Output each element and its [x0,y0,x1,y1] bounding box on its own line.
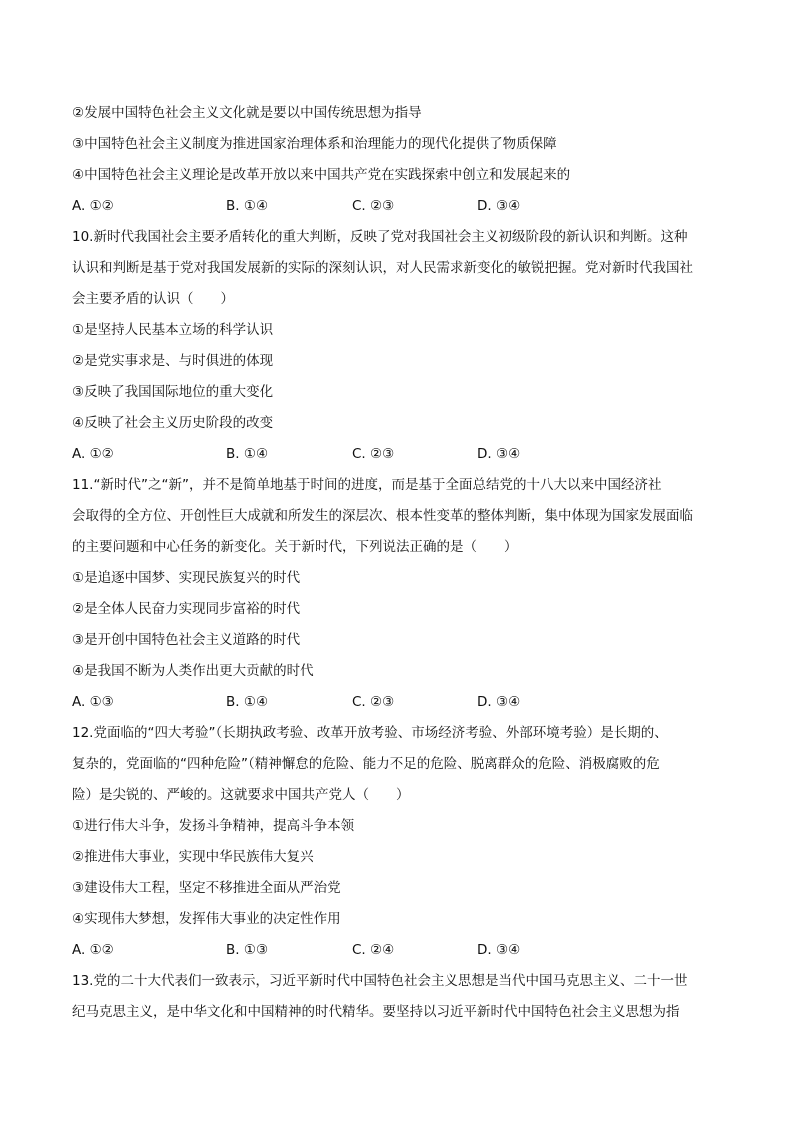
text-line: ④是我国不断为人类作出更大贡献的时代 [72,663,314,679]
answer-option-c: C. ②③ [352,446,395,462]
text-line: ②推进伟大事业，实现中华民族伟大复兴 [72,849,314,865]
text-line: 复杂的，党面临的“四种危险”（精神懈怠的危险、能力不足的危险、脱离群众的危险、消极腐败的危 [72,756,660,772]
text-line: ③中国特色社会主义制度为推进国家治理体系和治理能力的现代化提供了物质保障 [72,136,557,152]
text-line: 纪马克思主义，是中华文化和中国精神的时代精华。要坚持以习近平新时代中国特色社会主义思想为指 [72,1004,680,1020]
answer-option-d: D. ③④ [477,942,521,958]
text-line: 的主要问题和中心任务的新变化。关于新时代，下列说法正确的是（ ） [72,539,518,555]
answer-options-row [72,689,722,720]
answer-option-c: C. ②③ [352,198,395,214]
exam-page [72,100,722,1030]
answer-option-b: B. ①④ [226,694,269,710]
answer-options-row [72,937,722,968]
answer-option-a: A. ①② [72,942,114,958]
text-line: ③建设伟大工程，坚定不移推进全面从严治党 [72,880,341,896]
answer-option-c: C. ②③ [352,694,395,710]
answer-option-a: A. ①② [72,446,114,462]
answer-option-d: D. ③④ [477,694,521,710]
text-line: ④中国特色社会主义理论是改革开放以来中国共产党在实践探索中创立和发展起来的 [72,167,571,183]
text-line: ④反映了社会主义历史阶段的改变 [72,415,274,431]
text-line: 12.党面临的“四大考验”（长期执政考验、改革开放考验、市场经济考验、外部环境考验）是长期的、 [72,725,668,741]
answer-option-b: B. ①④ [226,446,269,462]
answer-option-c: C. ②④ [352,942,395,958]
answer-option-d: D. ③④ [477,198,521,214]
text-line: 险）是尖锐的、严峻的。这就要求中国共产党人（ ） [72,787,410,803]
text-line: 10.新时代我国社会主要矛盾转化的重大判断，反映了党对我国社会主义初级阶段的新认识和判断。这种 [72,229,688,245]
text-line: ①是坚持人民基本立场的科学认识 [72,322,274,338]
text-line: ②是全体人民奋力实现同步富裕的时代 [72,601,301,617]
text-line: 认识和判断是基于党对我国发展新的实际的深刻认识，对人民需求新变化的敏锐把握。党对新时代我国社 [72,260,693,276]
text-line: 会取得的全方位、开创性巨大成就和所发生的深层次、根本性变革的整体判断，集中体现为国家发展面临 [72,508,693,524]
text-line: ②发展中国特色社会主义文化就是要以中国传统思想为指导 [72,105,422,121]
text-line: ①是追逐中国梦、实现民族复兴的时代 [72,570,301,586]
answer-option-a: A. ①② [72,198,114,214]
text-line: ③反映了我国国际地位的重大变化 [72,384,274,400]
text-line: 会主要矛盾的认识（ ） [72,291,234,307]
answer-option-d: D. ③④ [477,446,521,462]
text-line: 11.“新时代”之“新”，并不是简单地基于时间的进度，而是基于全面总结党的十八大以来中国经济社 [72,477,662,493]
answer-options-row [72,193,722,224]
text-line: ③是开创中国特色社会主义道路的时代 [72,632,301,648]
answer-options-row [72,441,722,472]
answer-option-a: A. ①③ [72,694,114,710]
answer-option-b: B. ①③ [226,942,269,958]
text-line: ①进行伟大斗争，发扬斗争精神，提高斗争本领 [72,818,355,834]
text-line: ②是党实事求是、与时俱进的体现 [72,353,274,369]
text-line: ④实现伟大梦想，发挥伟大事业的决定性作用 [72,911,341,927]
text-line: 13.党的二十大代表们一致表示，习近平新时代中国特色社会主义思想是当代中国马克思主义、二十一世 [72,973,688,989]
answer-option-b: B. ①④ [226,198,269,214]
